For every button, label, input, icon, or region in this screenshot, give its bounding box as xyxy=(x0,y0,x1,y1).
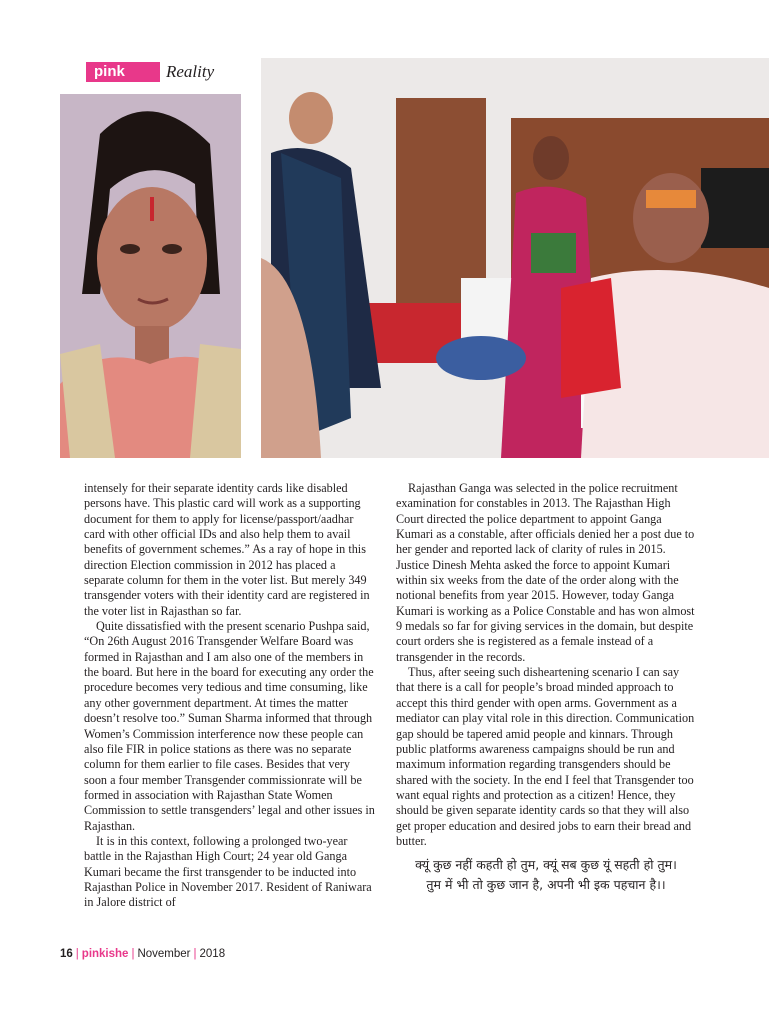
article-column-left xyxy=(84,481,376,911)
section-title: Reality xyxy=(166,62,215,81)
issue-year: 2018 xyxy=(199,948,226,960)
page-number: 16 xyxy=(60,948,73,960)
paragraph: It is in this context, following a prolonged two-year battle in the Rajasthan High Court; 24 year old Ganga Kumari became the first transgender to be inducted into Rajasthan Police in November 2017. Resident of Raniwara in Jalore district of xyxy=(84,833,372,910)
portrait-photo xyxy=(60,94,241,458)
hindi-line: तुम में भी तो कुछ जान है, अपनी भी इक पहचान है।। xyxy=(426,877,666,893)
group-photo xyxy=(261,58,769,458)
paragraph: Thus, after seeing such disheartening scenario I can say that there is a call for people’s broad minded approach to accept this third gender with open arms. Government as a mediator can play vital role in this direction. Communication gap should be tapered amid people and kinnars. Through public platforms awareness campaigns should be run and maximum information regarding transgenders should be shared with the society. In the end I feel that Transgender too want equal rights and protection as a citizen! Hence, they should be given separate identity cards so that they will also get proper education and desired jobs to earn their bread and butter. xyxy=(396,665,695,848)
paragraph: Quite dissatisfied with the present scenario Pushpa said, “On 26th August 2016 Transgender Welfare Board was formed in Rajasthan and I am also one of the members in the board. But here in the board for executing any order the procedure becomes very tedious and time consuming, like any other government department. At times the matter doesn’t resolve too.” Suman Sharma informed that through Women’s Commission interference now these people can also file FIR in police stations as there was no separate column for them earlier to file cases. Besides that very soon a four member Transgender commissionrate will be formed in association with Rajasthan State Women Commission to settle transgenders’ legal and other issues in Rajasthan. xyxy=(84,619,375,833)
article-column-right xyxy=(396,481,696,895)
brand-name: pinkishe xyxy=(81,948,129,960)
hindi-line: क्यूं कुछ नहीं कहती हो तुम, क्यूं सब कुछ यूं सहती हो तुम। xyxy=(415,857,677,873)
paragraph: intensely for their separate identity cards like disabled persons have. This plastic card will work as a supporting document for them to apply for license/passport/aadhar card with other official IDs and also help them to avail benefits of government schemes.” As a ray of hope in this direction Election commission in 2012 has placed a separate column for them in the voter list. But merely 349 transgender voters with their identity card are registered in the voter list in Rajasthan so far. xyxy=(84,481,370,618)
hindi-verse xyxy=(396,855,696,895)
section-header xyxy=(86,62,214,82)
issue-month: November xyxy=(137,948,191,960)
page-footer: 16 | pinkishe | November | 2018 xyxy=(60,948,226,960)
group-illustration xyxy=(261,58,769,458)
paragraph: Rajasthan Ganga was selected in the police recruitment examination for constables in 2013. The Rajasthan High Court directed the police department to appoint Ganga Kumari as a constable, after officials denied her a post due to her gender and reported lack of clarity of rules in 2015. Justice Dinesh Mehta asked the force to appoint Kumari within six weeks from the date of the order along with the notional benefits from year 2015. However, today Ganga Kumari is working as a Police Constable and has won almost 9 medals so far for giving services in the domain, but despite court orders she is registered as a female instead of a transgender in the records. xyxy=(396,481,695,664)
pink-tag: pink xyxy=(86,62,160,82)
portrait-illustration xyxy=(60,94,241,458)
